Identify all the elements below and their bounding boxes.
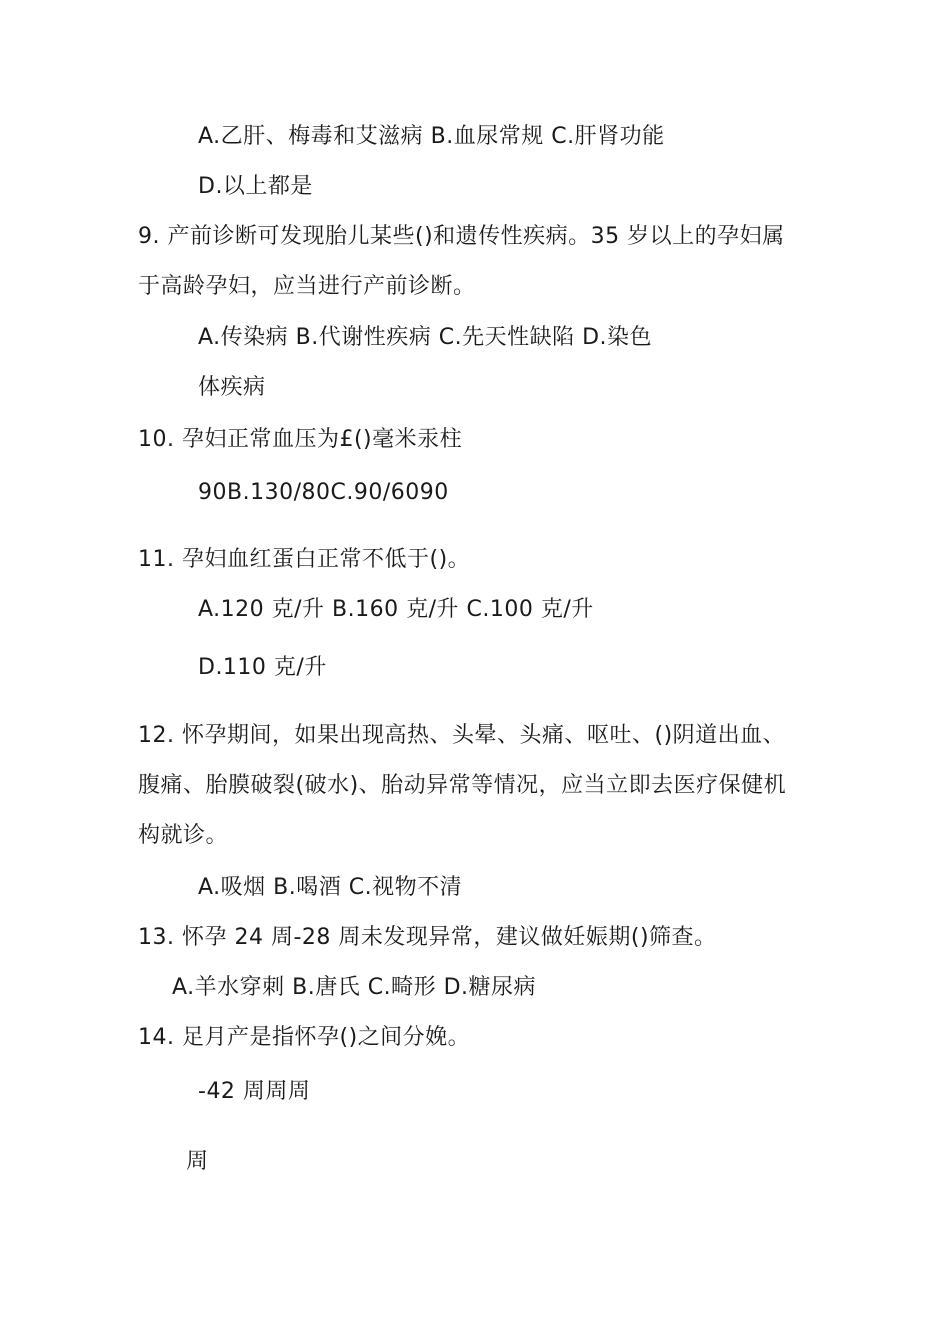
q10-text: 10. 孕妇正常血压为£()毫米汞柱 (138, 427, 463, 452)
q11-options-line-2: D.110 克/升 (198, 655, 327, 680)
q9-options-line-1: A.传染病 B.代谢性疾病 C.先天性缺陷 D.染色 (198, 325, 653, 350)
q13-text: 13. 怀孕 24 周-28 周未发现异常，建议做妊娠期()筛查。 (138, 925, 717, 950)
q9-text-line-2: 于高龄孕妇，应当进行产前诊断。 (138, 274, 476, 299)
q9-options-line-2: 体疾病 (198, 375, 266, 400)
q8-options-line-2: D.以上都是 (198, 174, 313, 199)
q9-text-line-1: 9. 产前诊断可发现胎儿某些()和遗传性疾病。35 岁以上的孕妇属 (138, 224, 785, 249)
q11-options-line-1: A.120 克/升 B.160 克/升 C.100 克/升 (198, 597, 594, 622)
q10-options: 90B.130/80C.90/6090 (198, 480, 449, 505)
q12-text-line-1: 12. 怀孕期间，如果出现高热、头晕、头痛、呕吐、()阴道出血、 (138, 723, 786, 748)
q14-options-line-2: 周 (186, 1149, 209, 1174)
q14-text: 14. 足月产是指怀孕()之间分娩。 (138, 1025, 471, 1050)
q12-options: A.吸烟 B.喝酒 C.视物不清 (198, 875, 463, 900)
q12-text-line-2: 腹痛、胎膜破裂(破水)、胎动异常等情况，应当立即去医疗保健机 (138, 773, 787, 798)
q11-text: 11. 孕妇血红蛋白正常不低于()。 (138, 547, 471, 572)
q13-options: A.羊水穿刺 B.唐氏 C.畸形 D.糖尿病 (172, 975, 537, 1000)
q12-text-line-3: 构就诊。 (138, 823, 229, 848)
q14-options-line-1: -42 周周周 (198, 1079, 311, 1104)
q8-options-line-1: A.乙肝、梅毒和艾滋病 B.血尿常规 C.肝肾功能 (198, 124, 665, 149)
